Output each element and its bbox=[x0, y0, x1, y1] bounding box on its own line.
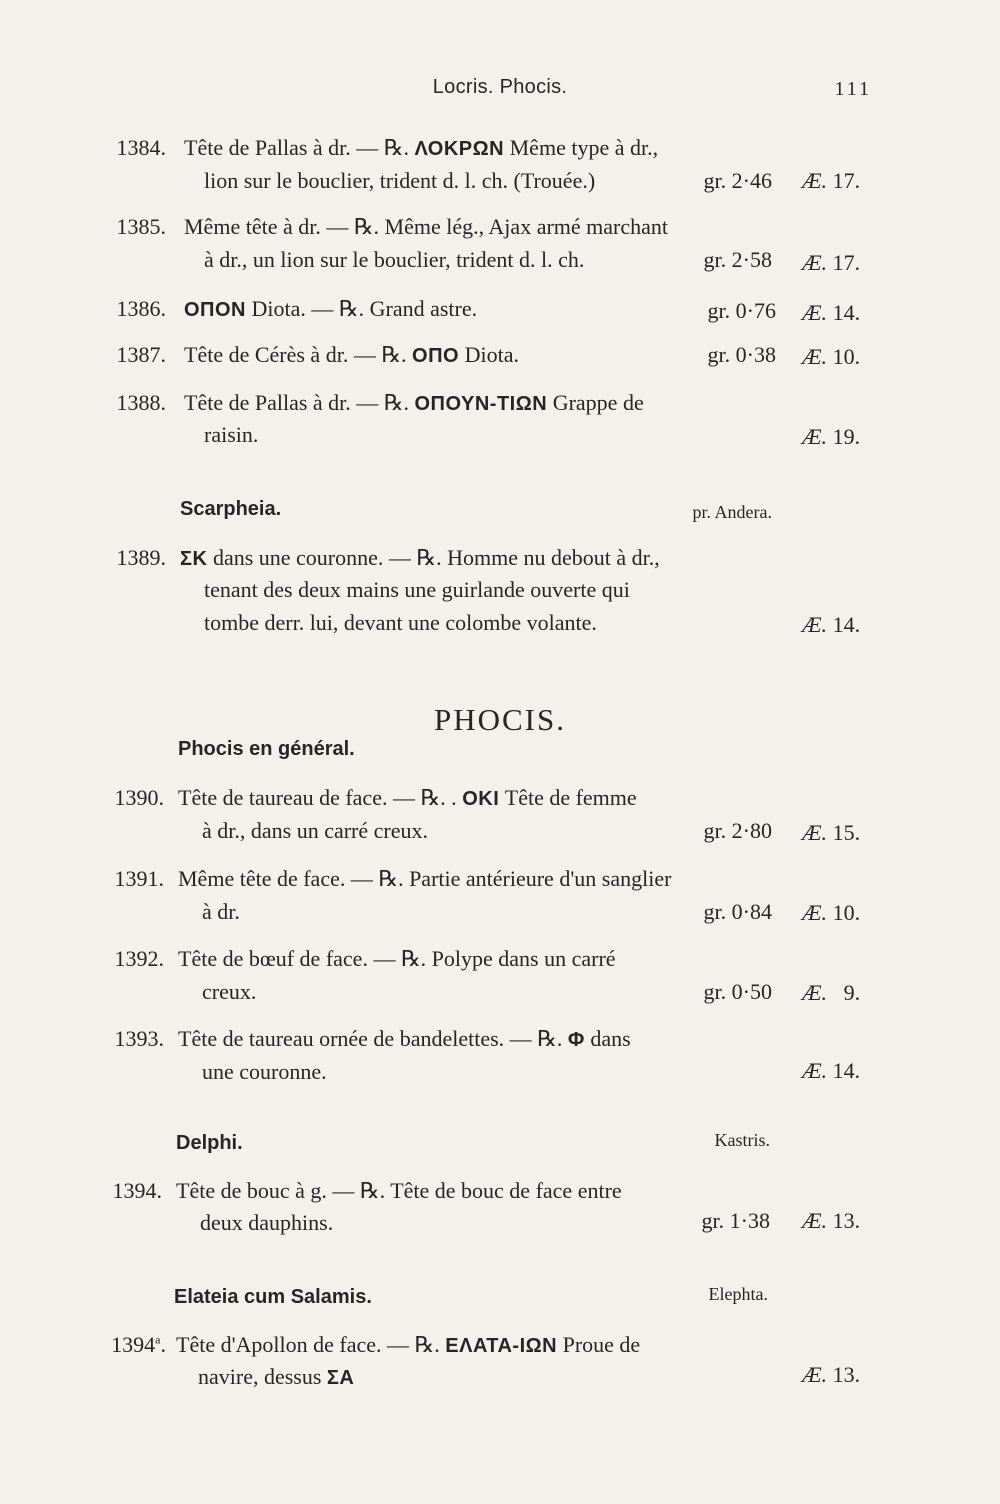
entry-number bbox=[96, 1332, 166, 1358]
entry-line: Tête de bœuf de face. — ℞. Polype dans un carré bbox=[178, 946, 616, 971]
metal: Æ. bbox=[802, 250, 828, 275]
line-text: Tête de taureau ornée de bandelettes. — ℞. bbox=[178, 1026, 568, 1051]
entry-line bbox=[184, 296, 477, 322]
metal-size bbox=[802, 424, 922, 450]
entry-number-superscript: a bbox=[155, 1332, 161, 1347]
entry-line bbox=[198, 1364, 354, 1390]
line-text: lion sur le bouclier, trident d. l. ch. (Trouée.) bbox=[204, 168, 596, 193]
section-heading-elateia: Elateia cum Salamis. bbox=[174, 1286, 372, 1308]
size: 14. bbox=[832, 1058, 861, 1083]
entry-number: 1393. bbox=[114, 1026, 164, 1051]
modern-place-name: Elephta. bbox=[708, 1284, 768, 1304]
size: 17. bbox=[832, 168, 861, 193]
entry-line: tombe derr. lui, devant une colombe volante. bbox=[204, 610, 597, 635]
greek-legend: ΟΚΙ bbox=[462, 788, 500, 810]
line-text: Tête de Pallas à dr. — ℞. bbox=[184, 135, 415, 160]
line-text: Tête de Cérès à dr. — ℞. bbox=[184, 342, 413, 367]
entry-number: 1389. bbox=[116, 545, 166, 570]
size: 19. bbox=[832, 424, 861, 449]
metal-size bbox=[802, 344, 922, 370]
entry-line bbox=[184, 342, 519, 368]
size: 10. bbox=[832, 344, 861, 369]
metal-size bbox=[802, 168, 922, 194]
entry-line: creux. bbox=[202, 979, 257, 1004]
entry-line bbox=[184, 135, 658, 161]
entry-line: raisin. bbox=[204, 422, 259, 447]
metal: Æ. bbox=[802, 820, 828, 845]
entry-number-suffix: . bbox=[160, 1332, 166, 1357]
size: 14. bbox=[832, 612, 861, 637]
metal-size bbox=[802, 820, 922, 846]
line-text: Grappe de bbox=[547, 390, 644, 415]
line-text: dans bbox=[584, 1026, 631, 1051]
section-heading-delphi: Delphi. bbox=[176, 1132, 243, 1154]
entry-number: 1384. bbox=[116, 135, 166, 160]
entry-line bbox=[176, 1332, 640, 1358]
metal-size bbox=[802, 250, 922, 276]
size: 14. bbox=[832, 300, 861, 325]
entry-line: une couronne. bbox=[202, 1059, 327, 1084]
line-text: Proue de bbox=[557, 1332, 641, 1357]
metal: Æ. bbox=[802, 1208, 828, 1233]
greek-legend: Φ bbox=[567, 1029, 585, 1051]
entry-line bbox=[178, 785, 637, 811]
weight: gr. 0·38 bbox=[707, 342, 776, 367]
weight: gr. 0·50 bbox=[703, 979, 772, 1004]
greek-legend: ΟΠΟΥΝ-ΤΙΩΝ bbox=[414, 393, 548, 415]
line-text: navire, dessus bbox=[198, 1364, 327, 1389]
weight: gr. 0·84 bbox=[703, 899, 772, 924]
weight: gr. 0·76 bbox=[707, 298, 776, 323]
page-number: 111 bbox=[834, 78, 872, 100]
entry-number: 1390. bbox=[114, 785, 164, 810]
metal-size bbox=[802, 300, 922, 326]
entry-line: deux dauphins. bbox=[200, 1210, 334, 1235]
metal: Æ. bbox=[802, 1362, 828, 1387]
metal-size bbox=[802, 980, 922, 1006]
size: 13. bbox=[832, 1362, 861, 1387]
entry-line: tenant des deux mains une guirlande ouverte qui bbox=[204, 577, 630, 602]
entry-number: 1391. bbox=[114, 866, 164, 891]
weight: gr. 2·80 bbox=[703, 818, 772, 843]
metal-size bbox=[802, 612, 922, 638]
entry-number: 1387. bbox=[116, 342, 166, 367]
entry-line: à dr., dans un carré creux. bbox=[202, 818, 429, 843]
line-text: Même type à dr., bbox=[504, 135, 659, 160]
entry-line: à dr. bbox=[202, 899, 240, 924]
entry-line: Même tête de face. — ℞. Partie antérieure d'un sanglier bbox=[178, 866, 672, 891]
line-text: Tête de taureau de face. — ℞. . bbox=[178, 785, 463, 810]
metal: Æ. bbox=[802, 424, 828, 449]
weight: gr. 2·46 bbox=[703, 168, 772, 193]
metal: Æ. bbox=[802, 168, 828, 193]
entry-line: à dr., un lion sur le bouclier, trident d. l. ch. bbox=[204, 247, 585, 272]
size: 9. bbox=[843, 980, 861, 1005]
entry-line bbox=[204, 168, 595, 194]
modern-place-name: Kastris. bbox=[714, 1130, 770, 1150]
entry-number: 1386. bbox=[116, 296, 166, 321]
entry-line bbox=[184, 390, 644, 416]
entry-number: 1392. bbox=[114, 946, 164, 971]
line-text: Tête d'Apollon de face. — ℞. bbox=[176, 1332, 446, 1357]
metal-size bbox=[802, 1058, 922, 1084]
line-text: Diota. — ℞. Grand astre. bbox=[246, 296, 478, 321]
entry-line bbox=[180, 545, 660, 571]
line-text: dans une couronne. — ℞. Homme nu debout à dr., bbox=[207, 545, 660, 570]
size: 15. bbox=[832, 820, 861, 845]
greek-legend: ΟΠΟΝ bbox=[184, 299, 246, 321]
entry-line: Tête de bouc à g. — ℞. Tête de bouc de face entre bbox=[176, 1178, 622, 1203]
metal-size bbox=[802, 900, 922, 926]
greek-legend: ΣΚ bbox=[180, 548, 208, 570]
metal-size bbox=[802, 1362, 922, 1388]
metal: Æ. bbox=[802, 900, 828, 925]
entry-number: 1388. bbox=[116, 390, 166, 415]
running-header-title: Locris. Phocis. bbox=[432, 76, 568, 98]
greek-legend: ΛΟΚΡΩΝ bbox=[414, 138, 505, 160]
region-heading-phocis: PHOCIS. bbox=[433, 702, 566, 737]
greek-legend: ΣΑ bbox=[326, 1367, 355, 1389]
modern-place-name: pr. Andera. bbox=[692, 502, 772, 522]
metal: Æ. bbox=[802, 344, 828, 369]
metal: Æ. bbox=[802, 300, 828, 325]
entry-line bbox=[178, 1026, 631, 1052]
line-text: Tête de femme bbox=[499, 785, 637, 810]
line-text: Tête de Pallas à dr. — ℞. bbox=[184, 390, 415, 415]
greek-legend: ΕΛΑΤΑ-ΙΩΝ bbox=[445, 1335, 558, 1357]
greek-legend: ΟΠΟ bbox=[412, 345, 460, 367]
weight: gr. 1·38 bbox=[701, 1208, 770, 1233]
weight: gr. 2·58 bbox=[703, 247, 772, 272]
entry-number: 1394. bbox=[112, 1178, 162, 1203]
section-heading-scarpheia: Scarpheia. bbox=[180, 498, 282, 520]
entry-line: Même tête à dr. — ℞. Même lég., Ajax armé marchant bbox=[184, 214, 668, 239]
section-heading-phocis-general: Phocis en général. bbox=[178, 738, 355, 760]
metal: Æ. bbox=[802, 1058, 828, 1083]
metal: Æ. bbox=[802, 612, 828, 637]
size: 17. bbox=[832, 250, 861, 275]
metal: Æ. bbox=[802, 980, 828, 1005]
entry-number-main: 1394 bbox=[111, 1332, 156, 1357]
size: 10. bbox=[832, 900, 861, 925]
line-text: Diota. bbox=[459, 342, 519, 367]
entry-number: 1385. bbox=[116, 214, 166, 239]
size: 13. bbox=[832, 1208, 861, 1233]
metal-size bbox=[802, 1208, 922, 1234]
